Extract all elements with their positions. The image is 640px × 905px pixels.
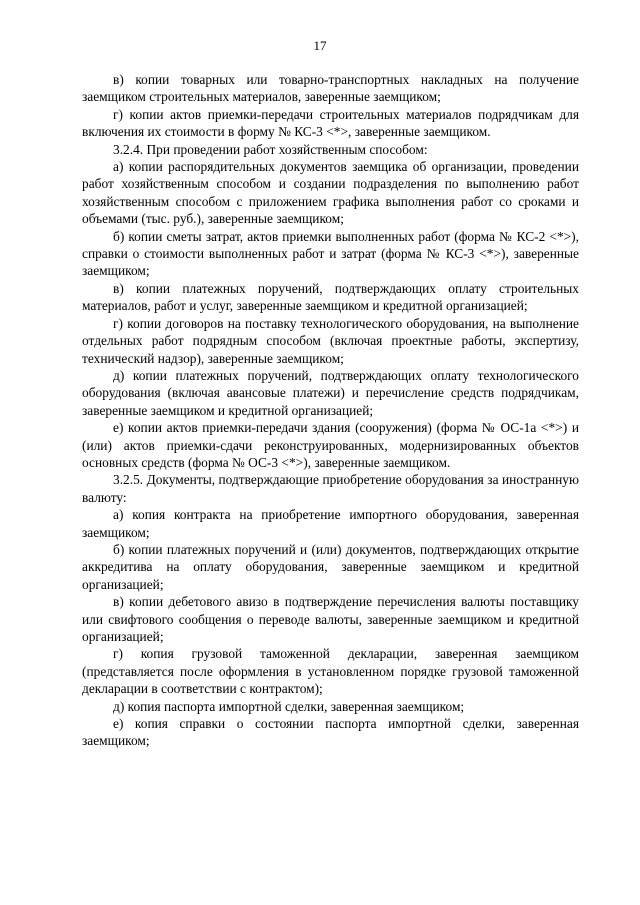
- paragraph-g-transfer-acts: г) копии актов приемки-передачи строительных материалов подрядчикам для включения их стоимости в форму № КС-3 <*>, заверенные заемщиком.: [82, 106, 579, 140]
- paragraph-a-import-contract: а) копия контракта на приобретение импортного оборудования, заверенная заемщиком;: [82, 507, 579, 540]
- paragraph-v-consignment-notes: в) копии товарных или товарно-транспортных накладных на получение заемщиком строительных материалов, заверенные заемщиком;: [82, 72, 579, 105]
- paragraph-d-equipment-payment: д) копии платежных поручений, подтверждающих оплату технологического оборудования (включая авансовые платежи) и перечисление средств подрядчикам, заверенные заемщиком и кредитной организацией;: [82, 367, 579, 418]
- paragraph-a-administrative-docs: а) копии распорядительных документов заемщика об организации, проведении работ хозяйственным способом и создании подразделения по выполнению работ хозяйственным способом с приложением графика выполнения работ со сроками и объемами (тыс. руб.), заверенные заемщиком;: [82, 159, 579, 227]
- section-heading-3-2-4: 3.2.4. При проведении работ хозяйственным способом:: [113, 141, 428, 157]
- paragraph-g-customs-declaration: г) копия грузовой таможенной декларации, заверенная заемщиком (представляется после оформления в установленном порядке грузовой таможенной декларации в соответствии с контрактом);: [82, 646, 579, 697]
- paragraph-v-debit-advice: в) копии дебетового авизо в подтверждение перечисления валюты поставщику или свифтового сообщения о переводе валюты, заверенные заемщиком и кредитной организацией;: [82, 594, 579, 644]
- paragraph-e-building-acceptance: е) копии актов приемки-передачи здания (сооружения) (форма № ОС-1а <*>) и (или) актов приемки-сдачи реконструированных, модернизированных объектов основных средств (форма № ОС-3 <*>), заверенные заемщиком.: [82, 420, 579, 470]
- section-heading-3-2-5: 3.2.5. Документы, подтверждающие приобретение оборудования за иностранную валюту:: [82, 472, 579, 505]
- paragraph-g-supply-contracts: г) копии договоров на поставку технологического оборудования, на выполнение отдельных работ подрядным способом (включая проектные работы, экспертизу, технический надзор), заверенные заемщиком;: [82, 315, 579, 366]
- paragraph-b-cost-estimate: б) копии сметы затрат, актов приемки выполненных работ (форма № КС-2 <*>), справки о стоимости выполненных работ и затрат (форма № КС-3 <*>), заверенные заемщиком;: [82, 228, 579, 279]
- paragraph-d-import-passport: д) копия паспорта импортной сделки, заверенная заемщиком;: [113, 698, 465, 714]
- paragraph-b-letter-of-credit: б) копии платежных поручений и (или) документов, подтверждающих открытие аккредитива на оплату оборудования, заверенные заемщиком и кредитной организацией;: [82, 541, 579, 592]
- page-number: 17: [313, 38, 327, 53]
- paragraph-v-payment-orders: в) копии платежных поручений, подтверждающих оплату строительных материалов, работ и услуг, заверенные заемщиком и кредитной организацией;: [82, 280, 579, 314]
- paragraph-e-passport-status: е) копия справки о состоянии паспорта импортной сделки, заверенная заемщиком;: [82, 716, 579, 749]
- document-body: [82, 71, 579, 750]
